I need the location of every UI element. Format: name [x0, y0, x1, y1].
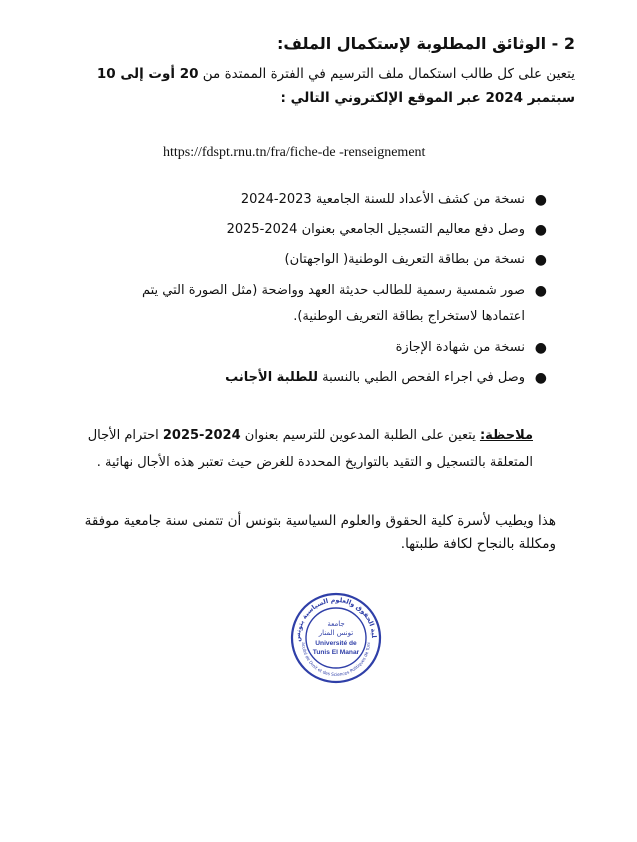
- stamp-ring-french: aculté de Droit et des Sciences Politiques de Tuni: [299, 642, 373, 679]
- intro-dates: 20 أوت إلى 10: [96, 66, 199, 82]
- university-stamp: [290, 592, 382, 684]
- stamp-outer-ring: [292, 594, 380, 682]
- document-text: نسخة من شهادة الإجازة: [395, 340, 525, 355]
- document-text: نسخة من كشف الأعداد للسنة الجامعية 2023-2024: [240, 192, 525, 207]
- note-line-2: المتعلقة بالتسجيل و التقيد بالتواريخ المحددة للغرض حيث تعتبر هذه الأجال نهائية .: [96, 455, 533, 470]
- document-text: نسخة من بطاقة التعريف الوطنية( الواجهتان): [284, 252, 525, 267]
- list-item: [95, 336, 547, 360]
- bullet-icon: ●: [534, 370, 547, 386]
- registration-url[interactable]: https://fdspt.rnu.tn/fra/fiche-de -renseignement: [163, 145, 426, 160]
- section-heading: 2 - الوثائق المطلوبة لإستكمال الملف:: [277, 34, 575, 53]
- stamp-ring-arabic: لية الحقوق والعلوم السياسية بتونس: [293, 595, 379, 642]
- required-documents-list: [95, 188, 547, 396]
- closing-line-2: ومكللة بالنجاح لكافة طلبتها.: [400, 536, 556, 552]
- stamp-inner-ring: [306, 608, 366, 668]
- stamp-inner-arabic-2: تونس المنار: [318, 629, 354, 637]
- intro-line-2: سبتمبر 2024 عبر الموقع الإلكتروني التالي :: [280, 90, 575, 106]
- note-label: ملاحظة:: [479, 428, 533, 443]
- document-text: وصل في اجراء الفحص الطبي بالنسبة: [318, 370, 525, 385]
- bullet-icon: ●: [534, 283, 547, 299]
- document-text: وصل دفع معاليم التسجيل الجامعي بعنوان 2024-2025: [226, 222, 525, 237]
- bullet-icon: ●: [534, 340, 547, 356]
- note-year: 2024-2025: [162, 428, 241, 443]
- bullet-icon: ●: [534, 222, 547, 238]
- intro-line-1: [97, 66, 575, 82]
- stamp-inner-french-2: Tunis El Manar: [312, 649, 360, 656]
- list-item: [95, 218, 547, 242]
- list-item: [95, 188, 547, 212]
- note-line-1: [88, 428, 533, 443]
- document-emphasis: للطلبة الأجانب: [225, 370, 319, 385]
- bullet-icon: ●: [534, 192, 547, 208]
- closing-line-1: هذا ويطيب لأسرة كلية الحقوق والعلوم السياسية بتونس أن تتمنى سنة جامعية موفقة: [84, 513, 556, 529]
- list-item: [95, 278, 547, 330]
- document-text: اعتمادها لاستخراج بطاقة التعريف الوطنية).: [293, 309, 525, 324]
- note-text: يتعين على الطلبة المدعوين للترسيم بعنوان: [240, 428, 480, 443]
- list-item: [95, 248, 547, 272]
- note-text: احترام الأجال: [87, 428, 163, 443]
- bullet-icon: ●: [534, 252, 547, 268]
- stamp-inner-arabic-1: جامعة: [327, 620, 345, 628]
- list-item: [95, 366, 547, 390]
- intro-text: يتعين على كل طالب استكمال ملف الترسيم في الفترة الممتدة من: [198, 66, 575, 82]
- stamp-inner-french-1: Université de: [315, 640, 357, 647]
- document-text: صور شمسية رسمية للطالب حديثة العهد وواضحة (مثل الصورة التي يتم: [141, 283, 525, 298]
